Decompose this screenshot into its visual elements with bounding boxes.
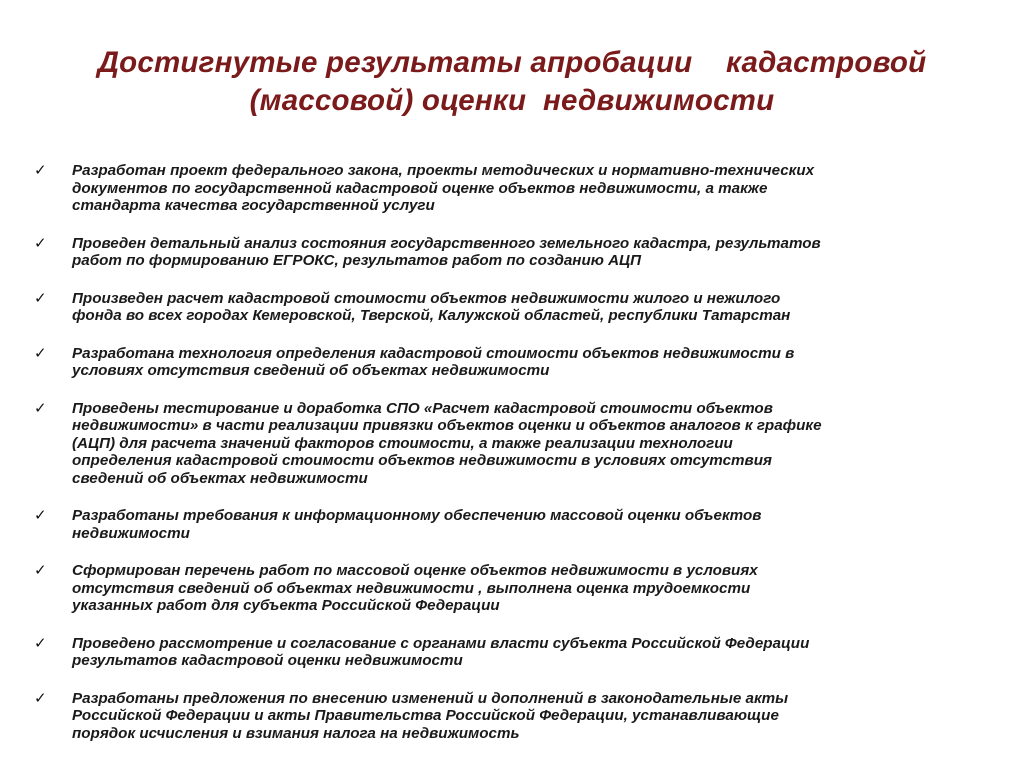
- list-item: [34, 162, 994, 215]
- check-icon: ✓: [34, 343, 47, 362]
- list-item: [34, 507, 994, 542]
- results-list: [34, 162, 994, 762]
- item-text-line: Проведены тестирование и доработка СПО «Расчет кадастровой стоимости объектов: [72, 399, 773, 417]
- item-text-line: Проведено рассмотрение и согласование с органами власти субъекта Российской Федерации: [72, 634, 810, 652]
- check-icon: ✓: [34, 688, 47, 707]
- item-text-line: работ по формированию ЕГРОКС, результатов работ по созданию АЦП: [72, 252, 642, 269]
- item-text-line: определения кадастровой стоимости объектов недвижимости в условиях отсутствия: [72, 452, 772, 469]
- item-text-line: указанных работ для субъекта Российской Федерации: [72, 597, 500, 614]
- check-icon: ✓: [34, 398, 47, 417]
- item-text-line: порядок исчисления и взимания налога на недвижимость: [72, 724, 520, 742]
- check-icon: ✓: [34, 633, 47, 652]
- check-icon: ✓: [34, 161, 47, 179]
- list-item: [34, 562, 994, 615]
- list-item: [34, 635, 994, 670]
- item-text-line: фонда во всех городах Кемеровской, Тверской, Калужской областей, республики Татарстан: [72, 307, 791, 324]
- check-icon: ✓: [34, 561, 47, 579]
- item-text-line: Произведен расчет кадастровой стоимости объектов недвижимости жилого и нежилого: [72, 289, 781, 307]
- item-text-line: результатов кадастровой оценки недвижимости: [72, 652, 463, 669]
- item-text-line: Разработаны предложения по внесению изменений и дополнений в законодательные акты: [72, 689, 789, 707]
- item-text-line: документов по государственной кадастровой оценке объектов недвижимости, а также: [72, 179, 768, 197]
- item-text-line: сведений об объектах недвижимости: [72, 469, 368, 487]
- item-text-line: стандарта качества государственной услуги: [72, 197, 435, 214]
- list-item: [34, 690, 994, 743]
- check-icon: ✓: [34, 233, 47, 252]
- item-text-line: Разработана технология определения кадастровой стоимости объектов недвижимости в: [72, 344, 795, 362]
- slide-title-line: (массовой) оценки недвижимости: [249, 84, 775, 117]
- check-icon: ✓: [34, 288, 47, 307]
- check-icon: ✓: [34, 506, 47, 524]
- slide-title-line: Достигнутые результаты апробации кадастровой: [97, 46, 927, 79]
- list-item: [34, 400, 994, 488]
- item-text-line: Сформирован перечень работ по массовой оценке объектов недвижимости в условиях: [72, 562, 758, 579]
- slide-title: [60, 44, 964, 120]
- item-text-line: условиях отсутствия сведений об объектах недвижимости: [72, 362, 550, 379]
- list-item: [34, 290, 994, 325]
- list-item: [34, 345, 994, 380]
- item-text-line: недвижимости: [72, 524, 190, 542]
- item-text-line: Проведен детальный анализ состояния государственного земельного кадастра, результатов: [72, 234, 821, 252]
- item-text-line: отсутствия сведений об объектах недвижимости , выполнена оценка трудоемкости: [72, 579, 751, 597]
- item-text-line: недвижимости» в части реализации привязки объектов оценки и объектов аналогов к графике: [72, 417, 822, 434]
- item-text-line: Российской Федерации и акты Правительства Российской Федерации, устанавливающие: [72, 707, 779, 724]
- item-text-line: Разработаны требования к информационному обеспечению массовой оценки объектов: [72, 507, 762, 524]
- item-text-line: (АЦП) для расчета значений факторов стоимости, а также реализации технологии: [72, 434, 733, 452]
- list-item: [34, 235, 994, 270]
- item-text-line: Разработан проект федерального закона, проекты методических и нормативно-технических: [72, 162, 815, 179]
